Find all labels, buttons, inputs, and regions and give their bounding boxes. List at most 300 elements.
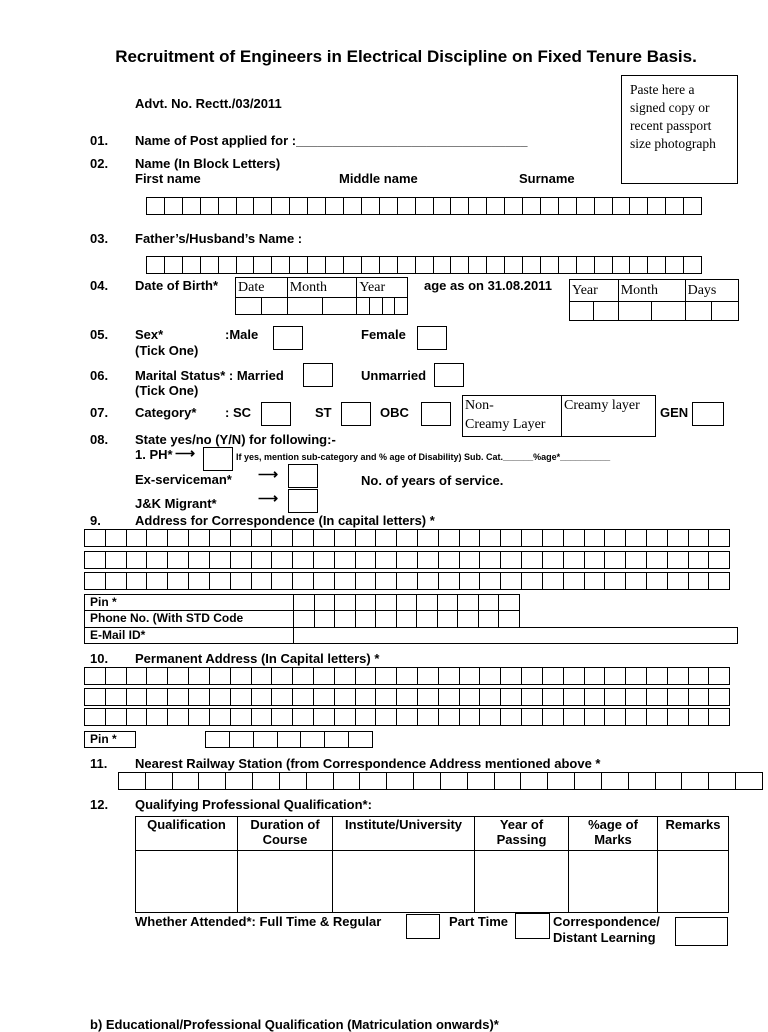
unmarried-checkbox[interactable] [434,363,464,387]
letter-box[interactable] [521,773,548,789]
dob-table[interactable] [235,277,408,315]
letter-box[interactable] [293,689,314,705]
letter-box[interactable] [564,573,585,589]
male-checkbox[interactable] [273,326,303,350]
letter-box[interactable] [106,689,127,705]
letter-box[interactable] [219,198,237,214]
institute-cell[interactable] [333,851,475,913]
letter-box[interactable] [183,257,201,273]
father-name-boxes[interactable] [146,256,702,274]
letter-box[interactable] [307,773,334,789]
letter-box[interactable] [460,552,481,568]
letter-box[interactable] [335,668,356,684]
letter-box[interactable] [585,530,606,546]
letter-box[interactable] [189,552,210,568]
letter-box[interactable] [480,709,501,725]
letter-box[interactable] [356,573,377,589]
permanent-pin-boxes[interactable] [205,731,373,748]
letter-box[interactable] [210,709,231,725]
letter-box[interactable] [416,198,434,214]
letter-box[interactable] [647,530,668,546]
letter-box[interactable] [252,552,273,568]
letter-box[interactable] [648,198,666,214]
letter-box[interactable] [356,611,377,627]
letter-box[interactable] [334,773,361,789]
letter-box[interactable] [147,689,168,705]
dob-cell[interactable] [395,298,408,315]
letter-box[interactable] [380,257,398,273]
letter-box[interactable] [254,198,272,214]
letter-box[interactable] [501,709,522,725]
letter-box[interactable] [480,689,501,705]
letter-box[interactable] [416,257,434,273]
letter-box[interactable] [736,773,763,789]
letter-box[interactable] [480,552,501,568]
letter-box[interactable] [689,668,710,684]
sc-checkbox[interactable] [261,402,291,426]
letter-box[interactable] [647,668,668,684]
letter-box[interactable] [397,595,418,610]
letter-box[interactable] [451,198,469,214]
letter-box[interactable] [541,257,559,273]
letter-box[interactable] [398,198,416,214]
letter-box[interactable] [293,668,314,684]
letter-box[interactable] [577,257,595,273]
letter-box[interactable] [647,573,668,589]
letter-box[interactable] [668,530,689,546]
letter-box[interactable] [505,257,523,273]
letter-box[interactable] [417,611,438,627]
letter-box[interactable] [326,198,344,214]
photo-box[interactable] [621,75,738,184]
letter-box[interactable] [523,257,541,273]
letter-box[interactable] [626,530,647,546]
letter-box[interactable] [398,257,416,273]
part-time-checkbox[interactable] [515,913,550,939]
ph-checkbox[interactable] [203,447,233,471]
age-cell[interactable] [652,302,685,321]
letter-box[interactable] [147,198,165,214]
letter-box[interactable] [656,773,683,789]
letter-box[interactable] [127,552,148,568]
letter-box[interactable] [543,709,564,725]
letter-box[interactable] [106,552,127,568]
letter-box[interactable] [314,573,335,589]
dob-cell[interactable] [236,298,262,315]
letter-box[interactable] [469,257,487,273]
letter-box[interactable] [168,530,189,546]
letter-box[interactable] [585,573,606,589]
correspondence-address-row-2[interactable] [84,551,730,569]
dob-cell[interactable] [382,298,395,315]
letter-box[interactable] [231,573,252,589]
letter-box[interactable] [168,573,189,589]
letter-box[interactable] [325,732,349,747]
letter-box[interactable] [522,552,543,568]
letter-box[interactable] [189,573,210,589]
letter-box[interactable] [543,668,564,684]
letter-box[interactable] [499,611,520,627]
email-field[interactable] [293,627,738,644]
letter-box[interactable] [231,668,252,684]
letter-box[interactable] [315,595,336,610]
letter-box[interactable] [356,595,377,610]
year-passing-cell[interactable] [475,851,569,913]
creamy-layer-cell[interactable]: Creamy layer [562,396,656,437]
letter-box[interactable] [231,552,252,568]
letter-box[interactable] [356,689,377,705]
letter-box[interactable] [314,552,335,568]
correspondence-address-row-3[interactable] [84,572,730,590]
letter-box[interactable] [314,668,335,684]
letter-box[interactable] [397,611,418,627]
letter-box[interactable] [541,198,559,214]
letter-box[interactable] [439,689,460,705]
dob-cell[interactable] [357,298,370,315]
letter-box[interactable] [668,573,689,589]
letter-box[interactable] [356,709,377,725]
letter-box[interactable] [376,709,397,725]
letter-box[interactable] [147,530,168,546]
letter-box[interactable] [85,573,106,589]
letter-box[interactable] [85,668,106,684]
letter-box[interactable] [458,595,479,610]
letter-box[interactable] [147,257,165,273]
letter-box[interactable] [293,573,314,589]
letter-box[interactable] [201,257,219,273]
letter-box[interactable] [564,530,585,546]
phone-boxes[interactable] [293,610,520,628]
letter-box[interactable] [308,257,326,273]
letter-box[interactable] [280,773,307,789]
letter-box[interactable] [376,552,397,568]
letter-box[interactable] [626,689,647,705]
non-creamy-layer-cell[interactable] [463,396,562,437]
letter-box[interactable] [469,198,487,214]
letter-box[interactable] [630,257,648,273]
letter-box[interactable] [434,198,452,214]
letter-box[interactable] [605,530,626,546]
letter-box[interactable] [85,709,106,725]
letter-box[interactable] [564,552,585,568]
letter-box[interactable] [418,709,439,725]
letter-box[interactable] [458,611,479,627]
letter-box[interactable] [335,552,356,568]
letter-box[interactable] [272,530,293,546]
letter-box[interactable] [585,668,606,684]
letter-box[interactable] [165,198,183,214]
letter-box[interactable] [605,668,626,684]
letter-box[interactable] [417,595,438,610]
letter-box[interactable] [272,198,290,214]
letter-box[interactable] [127,709,148,725]
letter-box[interactable] [522,573,543,589]
letter-box[interactable] [668,709,689,725]
letter-box[interactable] [575,773,602,789]
letter-box[interactable] [293,709,314,725]
dob-cell[interactable] [261,298,287,315]
letter-box[interactable] [376,573,397,589]
letter-box[interactable] [647,552,668,568]
letter-box[interactable] [709,573,730,589]
letter-box[interactable] [709,773,736,789]
letter-box[interactable] [505,198,523,214]
age-cell[interactable] [685,302,712,321]
letter-box[interactable] [253,773,280,789]
letter-box[interactable] [168,552,189,568]
letter-box[interactable] [397,573,418,589]
letter-box[interactable] [356,668,377,684]
letter-box[interactable] [438,611,459,627]
letter-box[interactable] [495,773,522,789]
letter-box[interactable] [709,530,730,546]
letter-box[interactable] [376,611,397,627]
letter-box[interactable] [605,689,626,705]
letter-box[interactable] [630,198,648,214]
name-boxes[interactable] [146,197,702,215]
letter-box[interactable] [119,773,146,789]
letter-box[interactable] [210,689,231,705]
letter-box[interactable] [231,689,252,705]
letter-box[interactable] [252,709,273,725]
letter-box[interactable] [439,709,460,725]
letter-box[interactable] [335,689,356,705]
letter-box[interactable] [380,198,398,214]
obc-layer-table[interactable] [462,395,656,437]
letter-box[interactable] [418,552,439,568]
letter-box[interactable] [147,709,168,725]
letter-box[interactable] [434,257,452,273]
letter-box[interactable] [666,198,684,214]
letter-box[interactable] [106,573,127,589]
letter-box[interactable] [376,689,397,705]
letter-box[interactable] [165,257,183,273]
letter-box[interactable] [127,573,148,589]
letter-box[interactable] [314,709,335,725]
letter-box[interactable] [595,198,613,214]
letter-box[interactable] [666,257,684,273]
letter-box[interactable] [397,689,418,705]
letter-box[interactable] [487,257,505,273]
letter-box[interactable] [480,573,501,589]
letter-box[interactable] [501,668,522,684]
letter-box[interactable] [344,198,362,214]
letter-box[interactable] [272,573,293,589]
letter-box[interactable] [147,573,168,589]
letter-box[interactable] [480,530,501,546]
letter-box[interactable] [85,689,106,705]
letter-box[interactable] [605,709,626,725]
letter-box[interactable] [451,257,469,273]
letter-box[interactable] [543,530,564,546]
letter-box[interactable] [168,668,189,684]
permanent-address-row-2[interactable] [84,688,730,706]
letter-box[interactable] [522,689,543,705]
letter-box[interactable] [418,668,439,684]
letter-box[interactable] [168,689,189,705]
letter-box[interactable] [626,573,647,589]
letter-box[interactable] [522,668,543,684]
letter-box[interactable] [689,573,710,589]
female-checkbox[interactable] [417,326,447,350]
letter-box[interactable] [689,552,710,568]
letter-box[interactable] [548,773,575,789]
letter-box[interactable] [585,689,606,705]
letter-box[interactable] [684,198,702,214]
letter-box[interactable] [501,573,522,589]
letter-box[interactable] [344,257,362,273]
letter-box[interactable] [189,689,210,705]
pin-boxes[interactable] [293,594,520,611]
gen-checkbox[interactable] [692,402,724,426]
letter-box[interactable] [335,530,356,546]
letter-box[interactable] [668,689,689,705]
letter-box[interactable] [85,530,106,546]
letter-box[interactable] [709,668,730,684]
dob-cell[interactable] [369,298,382,315]
letter-box[interactable] [559,198,577,214]
letter-box[interactable] [499,595,520,610]
letter-box[interactable] [278,732,302,747]
dob-cell[interactable] [322,298,357,315]
letter-box[interactable] [460,709,481,725]
letter-box[interactable] [226,773,253,789]
letter-box[interactable] [439,552,460,568]
letter-box[interactable] [314,689,335,705]
letter-box[interactable] [85,552,106,568]
letter-box[interactable] [301,732,325,747]
letter-box[interactable] [356,552,377,568]
letter-box[interactable] [439,668,460,684]
letter-box[interactable] [397,552,418,568]
letter-box[interactable] [479,611,500,627]
age-table[interactable] [569,279,739,321]
dob-cell[interactable] [287,298,322,315]
letter-box[interactable] [127,530,148,546]
letter-box[interactable] [127,689,148,705]
letter-box[interactable] [315,611,336,627]
letter-box[interactable] [210,573,231,589]
letter-box[interactable] [294,611,315,627]
age-cell[interactable] [570,302,594,321]
letter-box[interactable] [418,689,439,705]
correspondence-address-row-1[interactable] [84,529,730,547]
letter-box[interactable] [418,573,439,589]
letter-box[interactable] [564,668,585,684]
letter-box[interactable] [335,709,356,725]
letter-box[interactable] [682,773,709,789]
letter-box[interactable] [210,552,231,568]
letter-box[interactable] [254,732,278,747]
letter-box[interactable] [189,530,210,546]
letter-box[interactable] [543,573,564,589]
letter-box[interactable] [314,530,335,546]
letter-box[interactable] [501,530,522,546]
letter-box[interactable] [487,198,505,214]
letter-box[interactable] [252,573,273,589]
letter-box[interactable] [605,552,626,568]
letter-box[interactable] [689,689,710,705]
letter-box[interactable] [183,198,201,214]
letter-box[interactable] [308,198,326,214]
letter-box[interactable] [626,668,647,684]
letter-box[interactable] [147,552,168,568]
letter-box[interactable] [293,530,314,546]
railway-station-boxes[interactable] [118,772,763,790]
letter-box[interactable] [626,709,647,725]
letter-box[interactable] [254,257,272,273]
st-checkbox[interactable] [341,402,371,426]
letter-box[interactable] [237,198,255,214]
letter-box[interactable] [362,257,380,273]
age-cell[interactable] [712,302,739,321]
letter-box[interactable] [480,668,501,684]
letter-box[interactable] [460,668,481,684]
letter-box[interactable] [585,709,606,725]
letter-box[interactable] [335,595,356,610]
letter-box[interactable] [219,257,237,273]
full-time-checkbox[interactable] [406,914,440,939]
letter-box[interactable] [231,530,252,546]
letter-box[interactable] [647,689,668,705]
letter-box[interactable] [522,530,543,546]
letter-box[interactable] [173,773,200,789]
age-cell[interactable] [618,302,651,321]
letter-box[interactable] [414,773,441,789]
letter-box[interactable] [585,552,606,568]
letter-box[interactable] [397,668,418,684]
letter-box[interactable] [293,552,314,568]
letter-box[interactable] [356,530,377,546]
letter-box[interactable] [376,595,397,610]
letter-box[interactable] [106,668,127,684]
letter-box[interactable] [709,709,730,725]
letter-box[interactable] [479,595,500,610]
letter-box[interactable] [290,198,308,214]
letter-box[interactable] [127,668,148,684]
letter-box[interactable] [468,773,495,789]
letter-box[interactable] [349,732,373,747]
letter-box[interactable] [294,595,315,610]
letter-box[interactable] [559,257,577,273]
letter-box[interactable] [689,530,710,546]
letter-box[interactable] [439,573,460,589]
letter-box[interactable] [206,732,230,747]
letter-box[interactable] [272,257,290,273]
married-checkbox[interactable] [303,363,333,387]
letter-box[interactable] [168,709,189,725]
letter-box[interactable] [237,257,255,273]
letter-box[interactable] [231,709,252,725]
letter-box[interactable] [543,552,564,568]
letter-box[interactable] [602,773,629,789]
letter-box[interactable] [668,668,689,684]
remarks-cell[interactable] [658,851,729,913]
letter-box[interactable] [629,773,656,789]
letter-box[interactable] [106,709,127,725]
letter-box[interactable] [648,257,666,273]
duration-cell[interactable] [238,851,333,913]
letter-box[interactable] [522,709,543,725]
letter-box[interactable] [146,773,173,789]
letter-box[interactable] [564,709,585,725]
letter-box[interactable] [460,573,481,589]
qualification-table[interactable] [135,816,729,913]
age-cell[interactable] [594,302,618,321]
letter-box[interactable] [272,552,293,568]
letter-box[interactable] [501,689,522,705]
letter-box[interactable] [335,611,356,627]
